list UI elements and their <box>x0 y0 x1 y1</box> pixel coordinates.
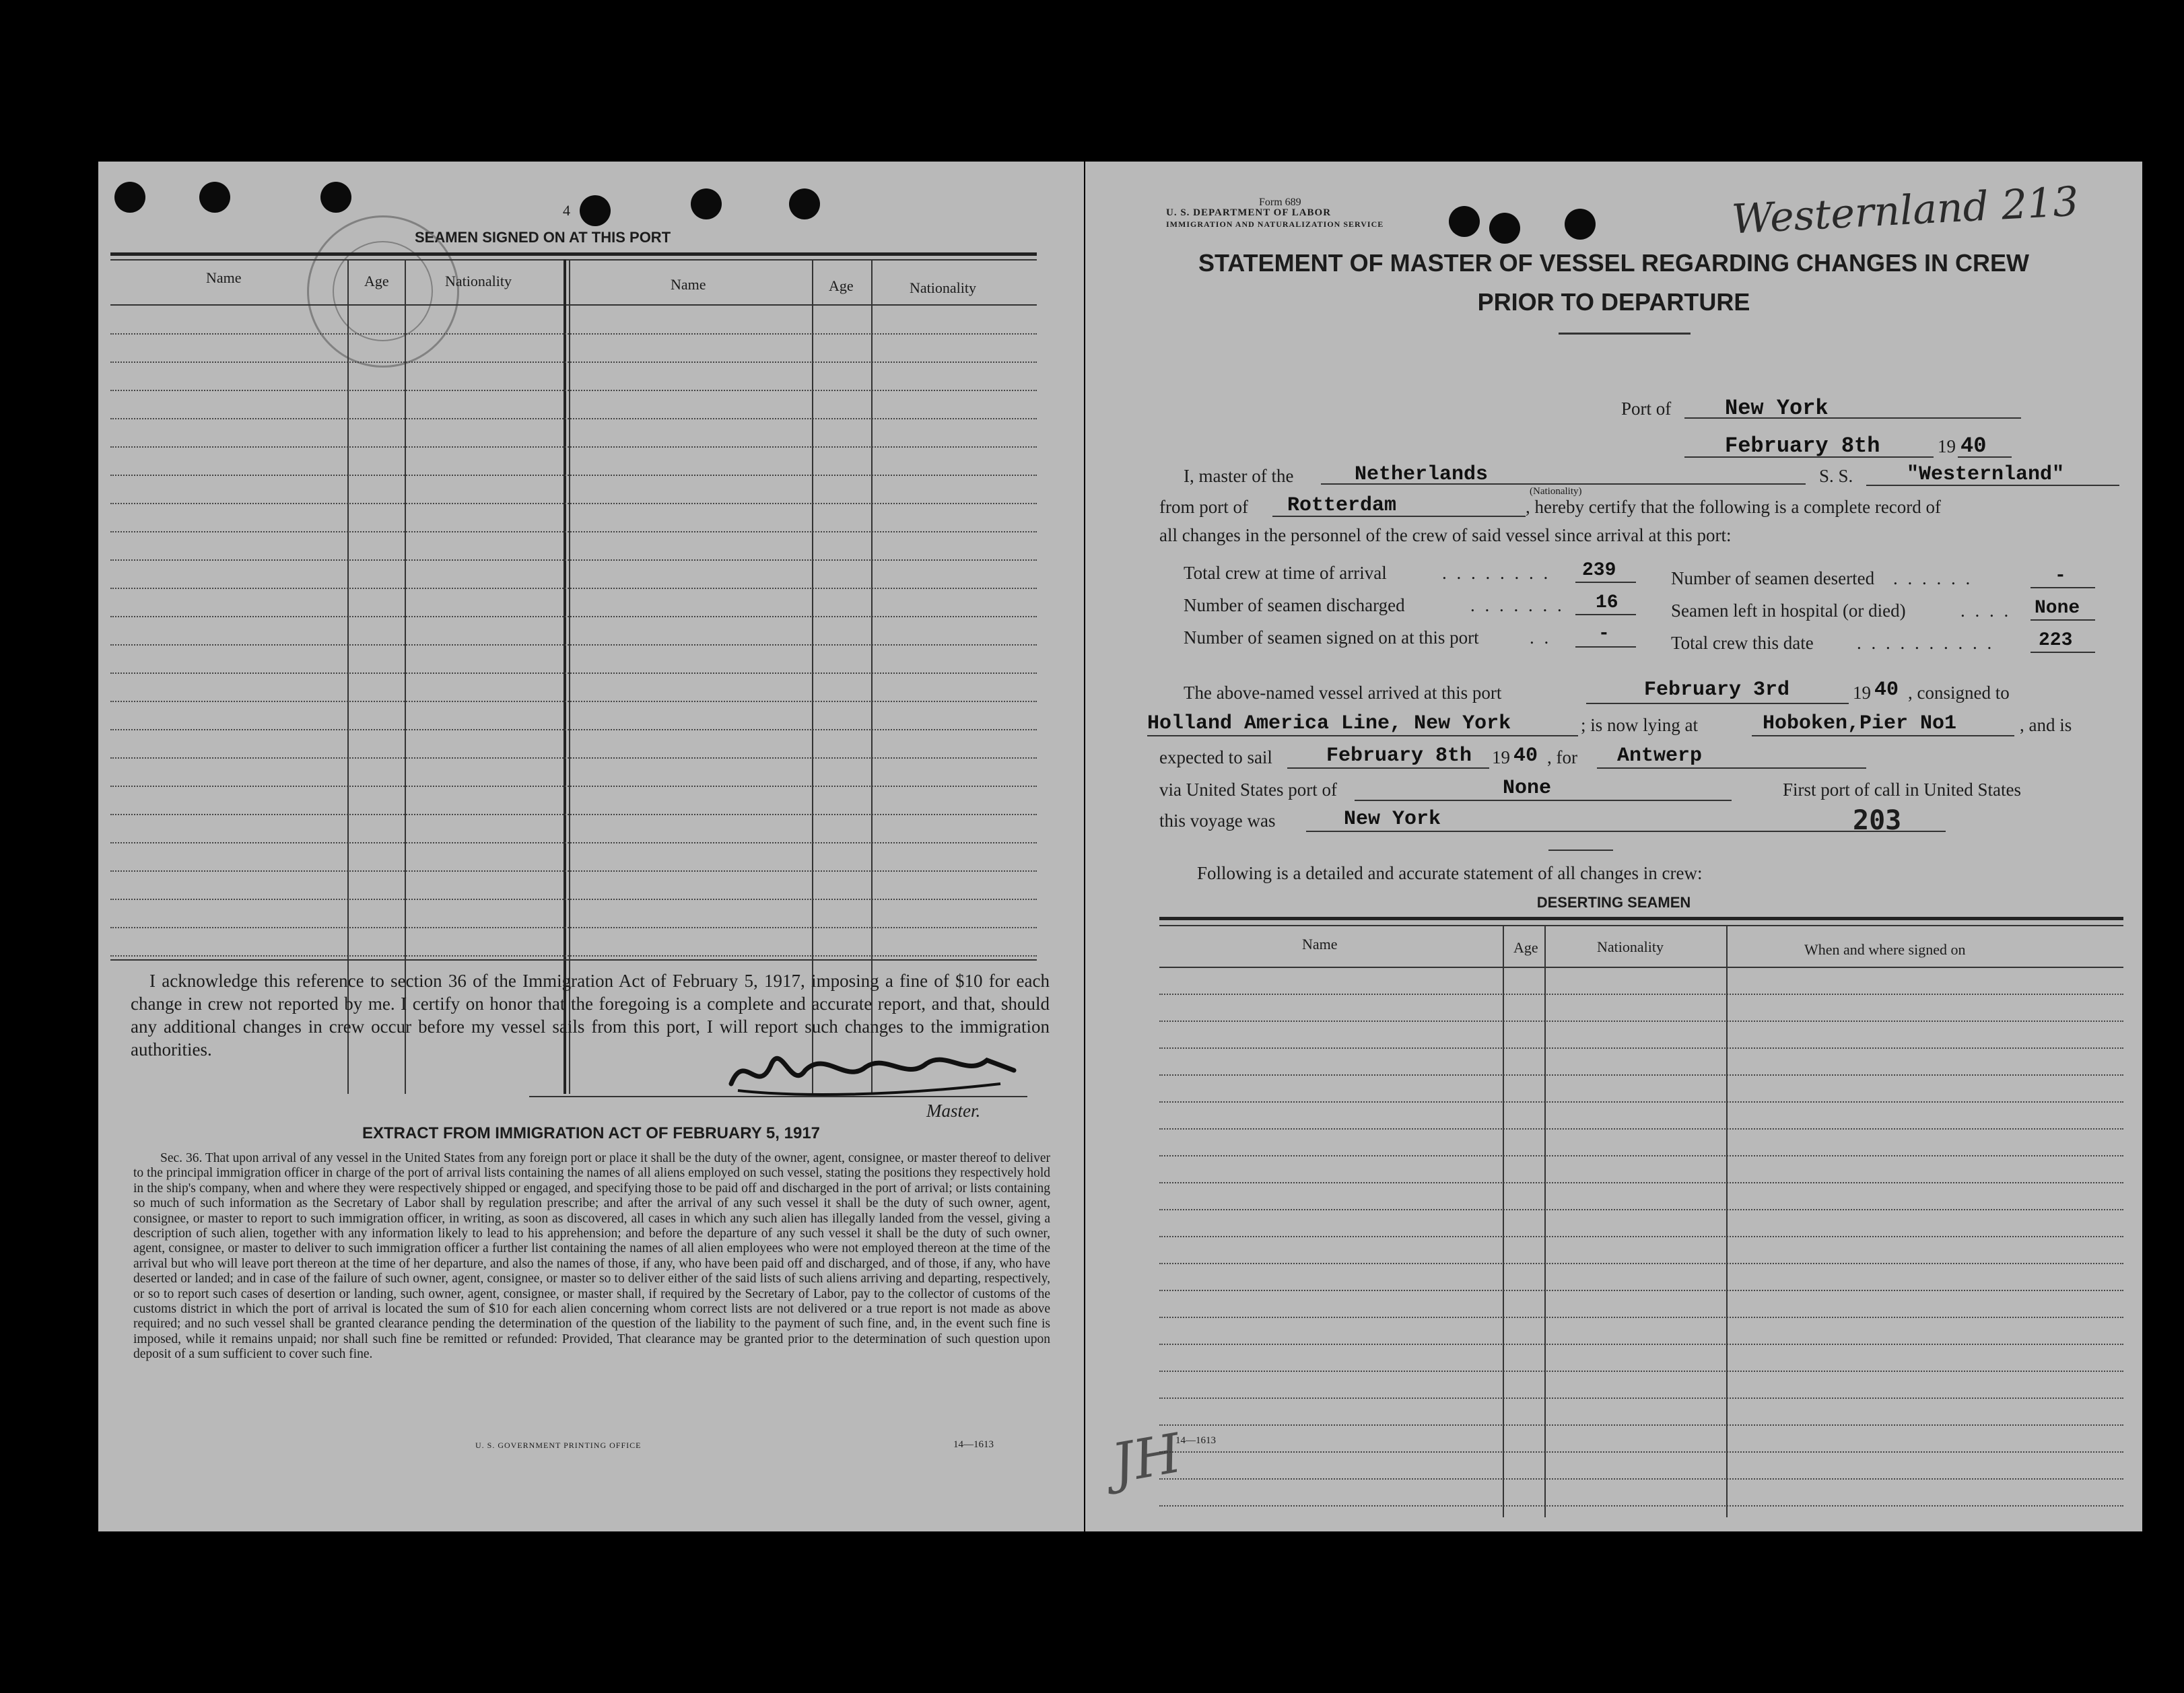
for-label: , for <box>1547 747 1577 767</box>
table-row-rule <box>1159 1505 2123 1507</box>
table-row-rule <box>110 559 1037 561</box>
arrived-value: February 3rd <box>1644 679 1790 701</box>
ship-value: "Westernland" <box>1907 463 2065 486</box>
table-header-rule <box>110 304 1037 306</box>
table-row-rule <box>1159 1236 2123 1237</box>
field-line <box>1586 703 1849 704</box>
voyage-value: New York <box>1344 808 1441 831</box>
column-divider <box>564 259 566 1094</box>
table-row-rule <box>110 899 1037 900</box>
col-nationality: Nationality <box>910 279 976 296</box>
col-name: Name <box>1302 936 1338 953</box>
from-port-value: Rotterdam <box>1287 494 1397 517</box>
table-top-rule <box>1159 925 2123 926</box>
table-row-rule <box>110 503 1037 504</box>
table-header-rule <box>1159 967 2123 968</box>
punch-hole <box>691 188 722 219</box>
table-row-rule <box>110 333 1037 335</box>
table-row-rule <box>1159 1263 2123 1264</box>
table-row-rule <box>110 531 1037 532</box>
table-row-rule <box>110 418 1037 419</box>
col-nationality: Nationality <box>1597 938 1664 955</box>
stamp-number: 203 <box>1853 805 1902 836</box>
col-name: Name <box>206 269 242 286</box>
dot-leader: . . . . . . . . . . <box>1857 633 1995 653</box>
field-line <box>1575 614 1636 615</box>
stat-label-hospital: Seamen left in hospital (or died) <box>1671 600 1906 621</box>
official-seal-stamp <box>307 215 459 368</box>
handwritten-corner-note: Westernland 213 <box>1730 178 2080 244</box>
form-number: Form 689 <box>1259 197 1301 208</box>
column-divider <box>569 259 570 1094</box>
lying-label: ; is now lying at <box>1581 715 1698 735</box>
year-prefix: 19 <box>1938 436 1956 456</box>
field-line <box>1355 800 1732 801</box>
stat-label-signed-on: Number of seamen signed on at this port <box>1184 627 1479 648</box>
table-row-rule <box>1159 1047 2123 1049</box>
port-value: New York <box>1725 396 1829 421</box>
table-top-rule <box>1159 917 2123 920</box>
certify-text: , hereby certify that the following is a complete record of <box>1526 497 1942 517</box>
punch-hole <box>320 182 351 213</box>
table-row-rule <box>1159 1290 2123 1291</box>
signature-line <box>529 1096 1027 1097</box>
col-age: Age <box>1513 939 1538 956</box>
table-row-rule <box>1159 1397 2123 1399</box>
via-label: via United States port of <box>1159 780 1337 800</box>
consignee-value: Holland America Line, New York <box>1147 712 1511 735</box>
col-when-where: When and where signed on <box>1804 941 1966 958</box>
table-row-rule <box>110 588 1037 589</box>
handwritten-initials: JH <box>1107 1421 1186 1496</box>
table-row-rule <box>1159 1101 2123 1103</box>
table-row-rule <box>1159 1128 2123 1130</box>
table-row-rule <box>110 616 1037 617</box>
extract-text: Sec. 36. That upon arrival of any vessel in the United States from any foreign port or place it shall be the duty of the owner, agent, consignee, or master thereof to deliver to the principal immigration officer in charge of the port of arrival lists containing the names of all aliens employed on such vessel, stating the positions they respectively hold in the ship's company, when and where they were respectively shipped or engaged, and specifying those to be paid off and discharged in the port of arrival; or lists containing so much of such information as the Secretary of Labor shall by regulation prescribe; and after the arrival of any such vessel it shall be the duty of such owner, agent, consignee, or master to report to such immigration officer, in writing, as soon as discovered, all cases in which any such alien has illegally landed from the vessel, giving a description of such alien, together with any information likely to lead to his apprehension; and before the departure of any such vessel it shall be the duty of such owner, agent, consignee, or master to deliver to such immigration officer a further list containing the names of all alien employees who were not employed thereon at the time of the arrival but who will leave port thereon at the time of her departure, and also the names of those, if any, who have been paid off and discharged, and of those, if any, who have deserted or landed; and in case of the failure of such owner, agent, consignee, or master so to deliver either of the said lists of such aliens arriving and departing, respectively, or so to report such cases of desertion or landing, such owner, agent, consignee, or master shall, if required by the Secretary of Labor, pay to the collector of customs of the customs district in which the port of arrival is located the sum of $10 for each alien concerning whom correct lists are not delivered or a true report is not made as above required; and no such vessel shall be granted clearance pending the determination of the question of the liability to the payment of such fine, and, in the event such fine is imposed, while it remains unpaid; nor shall such fine be remitted or refunded: Provided, That clearance may be granted prior to the determination of such question upon deposit of a sum sufficient to cover such fine. <box>133 1151 1050 1362</box>
column-divider <box>347 259 349 1094</box>
arrived-label: The above-named vessel arrived at this port <box>1184 683 1502 703</box>
following-text: Following is a detailed and accurate statement of all changes in crew: <box>1197 863 1703 883</box>
table-row-rule <box>110 729 1037 730</box>
table-row-rule <box>1159 1021 2123 1022</box>
field-line <box>1306 831 1946 832</box>
table-row-rule <box>1159 1371 2123 1372</box>
table-row-rule <box>110 814 1037 815</box>
ss-label: S. S. <box>1819 466 1853 486</box>
field-line <box>1321 483 1806 485</box>
table-row-rule <box>110 672 1037 674</box>
nationality-caption: (Nationality) <box>1530 486 1582 497</box>
punch-hole <box>1565 209 1596 240</box>
col-name: Name <box>671 276 706 293</box>
field-line <box>1597 767 1866 769</box>
table-row-rule <box>110 927 1037 928</box>
table-row-rule <box>110 475 1037 476</box>
punch-hole <box>789 188 820 219</box>
acknowledgment-text: I acknowledge this reference to section 36 of the Immigration Act of February 5, 1917, imposing a fine of $10 for each change in crew not reported by me. I certify on honor that the foregoing is a complete and accurate report, and that, should any additional changes in crew occur before my vessel sails from this port, I will report such changes to the immigration authorities. <box>131 971 1050 1060</box>
signed-on-heading: SEAMEN SIGNED ON AT THIS PORT <box>415 229 671 246</box>
extract-title: EXTRACT FROM IMMIGRATION ACT OF FEBRUARY 5, 1917 <box>362 1124 821 1142</box>
field-line <box>1958 456 2012 458</box>
table-row-rule <box>110 870 1037 872</box>
field-line <box>1752 735 2014 736</box>
field-line <box>2031 587 2095 588</box>
table-row-rule <box>1159 1451 2123 1453</box>
table-row-rule <box>1159 1155 2123 1156</box>
stat-value-signed-on: - <box>1598 623 1610 644</box>
column-divider <box>1544 925 1546 1517</box>
table-row-rule <box>110 446 1037 448</box>
table-row-rule <box>110 701 1037 702</box>
table-row-rule <box>110 757 1037 759</box>
expected-year-prefix: 19 <box>1492 747 1510 767</box>
punch-hole <box>114 182 145 213</box>
dot-leader: . . <box>1530 627 1552 648</box>
table-bottom-rule <box>110 959 1037 961</box>
column-divider <box>1726 925 1728 1517</box>
from-port-label: from port of <box>1159 497 1248 517</box>
stat-label-discharged: Number of seamen discharged <box>1184 595 1405 615</box>
stat-label-arrival: Total crew at time of arrival <box>1184 563 1387 583</box>
punch-hole <box>1489 213 1520 244</box>
field-line <box>1272 516 1526 517</box>
table-top-rule <box>110 259 1037 261</box>
field-line <box>1684 456 1934 458</box>
table-row-rule <box>1159 1182 2123 1183</box>
nationality-value: Netherlands <box>1355 463 1489 486</box>
table-row-rule <box>1159 1478 2123 1480</box>
stat-label-deserted: Number of seamen deserted <box>1671 568 1875 588</box>
table-row-rule <box>1159 1074 2123 1076</box>
lying-value: Hoboken,Pier No1 <box>1763 712 1957 735</box>
table-row-rule <box>1159 1344 2123 1345</box>
stat-value-hospital: None <box>2035 598 2080 619</box>
field-line <box>1147 735 1578 736</box>
stat-value-arrival: 239 <box>1582 560 1616 581</box>
left-page <box>98 162 1084 1531</box>
department: U. S. DEPARTMENT OF LABOR <box>1166 207 1332 218</box>
footer-code: 14—1613 <box>1175 1435 1216 1446</box>
arrived-year-suffix: 40 <box>1874 679 1899 701</box>
title-rule <box>1559 333 1691 335</box>
table-row-rule <box>110 786 1037 787</box>
table-row-rule <box>1159 1209 2123 1210</box>
punch-hole <box>1449 206 1480 237</box>
title-line1: STATEMENT OF MASTER OF VESSEL REGARDING CHANGES IN CREW <box>1198 249 2030 277</box>
table-row-rule <box>1159 1424 2123 1426</box>
title-line2: PRIOR TO DEPARTURE <box>1477 288 1750 316</box>
table-row-rule <box>110 955 1037 957</box>
consigned-label: , consigned to <box>1908 683 2010 703</box>
table-row-rule <box>1159 1317 2123 1318</box>
field-line <box>1287 767 1489 769</box>
column-divider <box>871 259 873 1094</box>
voyage-label: this voyage was <box>1159 810 1276 831</box>
dot-leader: . . . . . . . . <box>1442 563 1551 583</box>
column-divider <box>405 259 406 1094</box>
stat-value-total: 223 <box>2039 630 2073 651</box>
table-row-rule <box>110 390 1037 391</box>
port-label: Port of <box>1621 399 1672 419</box>
service: IMMIGRATION AND NATURALIZATION SERVICE <box>1166 219 1384 229</box>
master-label: Master. <box>926 1101 981 1121</box>
year-suffix: 40 <box>1960 434 1987 458</box>
right-page <box>1085 162 2142 1531</box>
table-row-rule <box>110 361 1037 363</box>
col-nationality: Nationality <box>445 273 512 289</box>
stat-value-discharged: 16 <box>1596 592 1618 613</box>
dot-leader: . . . . . . . <box>1470 595 1565 615</box>
stat-value-deserted: - <box>2055 565 2066 586</box>
master-of-label: I, master of the <box>1184 466 1294 486</box>
field-line <box>1575 646 1636 648</box>
col-age: Age <box>829 277 854 294</box>
punch-hole <box>199 182 230 213</box>
form-code: 14—1613 <box>953 1439 994 1450</box>
arrived-year-prefix: 19 <box>1853 683 1871 703</box>
printing-office: U. S. GOVERNMENT PRINTING OFFICE <box>475 1441 642 1450</box>
field-line <box>2031 652 2095 653</box>
table-row-rule <box>110 842 1037 843</box>
for-value: Antwerp <box>1617 745 1703 767</box>
field-line <box>2031 619 2095 621</box>
and-is-label: , and is <box>2020 715 2072 735</box>
master-signature <box>718 1037 1027 1111</box>
expected-year-suffix: 40 <box>1513 745 1538 767</box>
table-top-rule <box>110 252 1037 256</box>
col-age: Age <box>364 273 389 289</box>
field-line <box>1548 850 1613 851</box>
dot-leader: . . . . . . <box>1893 568 1973 588</box>
table-row-rule <box>110 644 1037 646</box>
column-divider <box>812 259 813 1094</box>
page-number: 4 <box>563 202 570 219</box>
certify-text-2: all changes in the personnel of the crew of said vessel since arrival at this port: <box>1159 525 1732 545</box>
first-port-label: First port of call in United States <box>1783 780 2021 800</box>
punch-hole <box>580 195 611 226</box>
expected-value: February 8th <box>1326 745 1472 767</box>
table-row-rule <box>1159 994 2123 995</box>
dot-leader: . . . . <box>1960 600 2012 621</box>
expected-label: expected to sail <box>1159 747 1272 767</box>
column-divider <box>1503 925 1504 1517</box>
via-value: None <box>1503 777 1552 800</box>
field-line <box>1866 485 2119 486</box>
date-value: February 8th <box>1725 434 1880 458</box>
field-line <box>1575 582 1636 583</box>
stat-label-total: Total crew this date <box>1671 633 1814 653</box>
deserting-heading: DESERTING SEAMEN <box>1536 894 1691 911</box>
field-line <box>1684 417 2021 419</box>
